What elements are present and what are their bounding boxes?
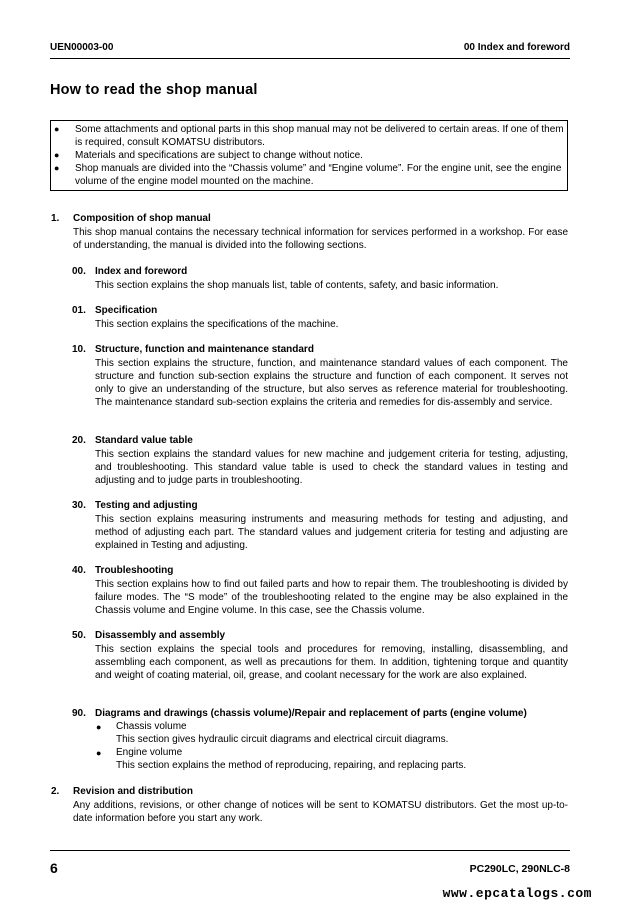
subsection-heading: Index and foreword xyxy=(95,266,188,277)
subsection-heading: Standard value table xyxy=(95,435,193,446)
subsection-number: 50. xyxy=(72,630,86,641)
subsection-text: This section explains the standard values for new machine and judgement criteria for testing, adjusting, and troubleshooting. This standard value table is used to check the standard values in testing and adjusting and to judge parts in troubleshooting. xyxy=(95,449,568,486)
bullet-title: Engine volume xyxy=(116,747,183,758)
bullet-text: This section gives hydraulic circuit diagrams and electrical circuit diagrams. xyxy=(116,734,449,745)
subsection-text: This section explains the structure, function, and maintenance standard values of each component. The structure and function sub-section explains the structure and function of each component. It serves not only to give an understanding of the structure, but also serves as reference material for troubleshooting. The maintenance standard sub-section explains the criteria and remedies for dis-assembly and service. xyxy=(95,358,568,408)
section-number: 1. xyxy=(51,213,60,224)
section-text: This shop manual contains the necessary technical information for services performed in a workshop. For ease of understanding, the manual is divided into the following sections. xyxy=(73,227,568,251)
subsection-text: This section explains the shop manuals list, table of contents, safety, and basic information. xyxy=(95,280,499,291)
subsection-heading: Structure, function and maintenance standard xyxy=(95,344,314,355)
bullet-icon: ● xyxy=(96,722,102,732)
bullet-title: Chassis volume xyxy=(116,721,187,732)
subsection-number: 10. xyxy=(72,344,86,355)
section-text: Any additions, revisions, or other change of notices will be sent to KOMATSU distributors. Get the most up-to-date information before you start any work. xyxy=(73,800,568,824)
watermark: www.epcatalogs.com xyxy=(442,886,592,901)
subsection-heading: Diagrams and drawings (chassis volume)/Repair and replacement of parts (engine volume) xyxy=(95,708,527,719)
section-number: 2. xyxy=(51,786,60,797)
bullet-text: This section explains the method of reproducing, repairing, and replacing parts. xyxy=(116,760,467,771)
section-heading: Composition of shop manual xyxy=(73,213,211,224)
bullet-icon: ● xyxy=(96,748,102,758)
subsection-heading: Troubleshooting xyxy=(95,565,174,576)
subsection-number: 20. xyxy=(72,435,86,446)
page-number: 6 xyxy=(50,860,58,876)
footer-rule xyxy=(50,850,570,851)
bullet-icon: ● xyxy=(54,124,60,134)
note-text: Some attachments and optional parts in this shop manual may not be delivered to certain areas. If one of them is required, consult KOMATSU distributors. xyxy=(75,124,564,148)
subsection-text: This section explains how to find out failed parts and how to repair them. The troubleshooting is divided by failure modes. The “S mode” of the troubleshooting related to the engine may be also explained in the Chassis volume and Engine volume. In this case, see the Chassis volume. xyxy=(95,579,568,616)
subsection-text: This section explains measuring instruments and measuring methods for testing and adjusting, and method of adjusting each part. The standard values and judgement criteria for testing and adjusting are explained in Testing and adjusting. xyxy=(95,514,568,551)
subsection-number: 90. xyxy=(72,708,86,719)
section-heading: Revision and distribution xyxy=(73,786,194,797)
subsection-number: 30. xyxy=(72,500,86,511)
bullet-icon: ● xyxy=(54,150,60,160)
notes-box xyxy=(50,120,568,191)
subsection-text: This section explains the specifications of the machine. xyxy=(95,319,339,330)
subsection-number: 40. xyxy=(72,565,86,576)
subsection-number: 01. xyxy=(72,305,86,316)
header-doc-id: UEN00003-00 xyxy=(50,42,114,53)
note-text: Shop manuals are divided into the “Chassis volume” and “Engine volume”. For the engine unit, see the engine volume of the engine model mounted on the machine. xyxy=(75,163,562,187)
note-text: Materials and specifications are subject to change without notice. xyxy=(75,150,363,161)
page-title: How to read the shop manual xyxy=(50,82,258,98)
bullet-icon: ● xyxy=(54,163,60,173)
header-section: 00 Index and foreword xyxy=(463,42,570,53)
subsection-heading: Specification xyxy=(95,305,158,316)
footer-model: PC290LC, 290NLC-8 xyxy=(469,863,570,875)
subsection-number: 00. xyxy=(72,266,86,277)
header-rule xyxy=(50,58,570,59)
subsection-text: This section explains the special tools and procedures for removing, installing, disassembling, and assembling each component, as well as precautions for them. In addition, tightening torque and quantity and weight of coating material, oil, grease, and coolant necessary for the work are also explained. xyxy=(95,644,568,681)
subsection-heading: Disassembly and assembly xyxy=(95,630,226,641)
subsection-heading: Testing and adjusting xyxy=(95,500,198,511)
